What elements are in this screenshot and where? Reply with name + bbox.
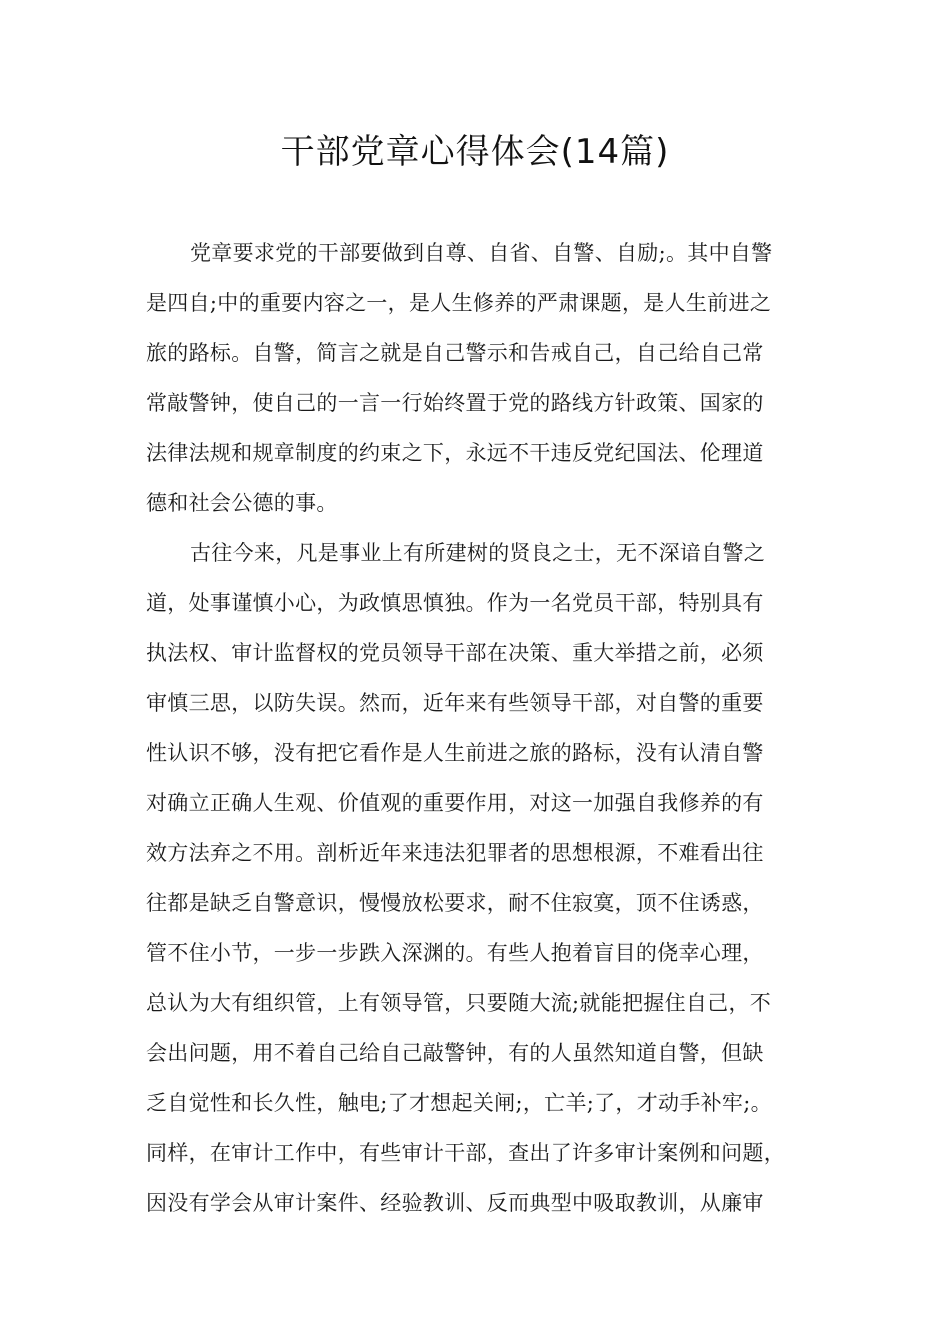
paragraph-line: 执法权、审计监督权的党员领导干部在决策、重大举措之前，必须 (146, 641, 764, 665)
paragraph-line: 旅的路标。自警，简言之就是自己警示和告戒自己，自己给自己常 (146, 341, 764, 365)
paragraph-line: 古往今来，凡是事业上有所建树的贤良之士，无不深谙自警之 (190, 541, 766, 565)
paragraph-line: 乏自觉性和长久性，触电;了才想起关闸;，亡羊;了，才动手补牢;。 (146, 1091, 772, 1115)
paragraph-line: 因没有学会从审计案件、经验教训、反而典型中吸取教训，从廉审 (146, 1191, 764, 1215)
paragraph-line: 会出问题，用不着自己给自己敲警钟，有的人虽然知道自警，但缺 (146, 1041, 764, 1065)
paragraph-line: 法律法规和规章制度的约束之下，永远不干违反党纪国法、伦理道 (146, 441, 764, 465)
paragraph-line: 同样，在审计工作中，有些审计干部，查出了许多审计案例和问题， (146, 1141, 785, 1165)
paragraph-line: 审慎三思，以防失误。然而，近年来有些领导干部，对自警的重要 (146, 691, 764, 715)
paragraph-line: 是四自;中的重要内容之一，是人生修养的严肃课题，是人生前进之 (146, 291, 772, 315)
paragraph-line: 对确立正确人生观、价值观的重要作用，对这一加强自我修养的有 (146, 791, 764, 815)
paragraph-line: 德和社会公德的事。 (146, 491, 338, 515)
document-body (146, 228, 836, 1228)
paragraph-line: 党章要求党的干部要做到自尊、自省、自警、自励;。其中自警 (190, 241, 773, 265)
paragraph-line: 常敲警钟，使自己的一言一行始终置于党的路线方针政策、国家的 (146, 391, 764, 415)
paragraph-line: 道，处事谨慎小心，为政慎思慎独。作为一名党员干部，特别具有 (146, 591, 764, 615)
document-title: 干部党章心得体会(14篇) (280, 132, 670, 172)
paragraph-line: 管不住小节，一步一步跌入深渊的。有些人抱着盲目的侥幸心理， (146, 941, 764, 965)
paragraph-line: 总认为大有组织管，上有领导管，只要随大流;就能把握住自己，不 (146, 991, 772, 1015)
paragraph-line: 性认识不够，没有把它看作是人生前进之旅的路标，没有认清自警 (146, 741, 764, 765)
paragraph-line: 往都是缺乏自警意识，慢慢放松要求，耐不住寂寞，顶不住诱惑， (146, 891, 764, 915)
paragraph-line: 效方法弃之不用。剖析近年来违法犯罪者的思想根源，不难看出往 (146, 841, 764, 865)
